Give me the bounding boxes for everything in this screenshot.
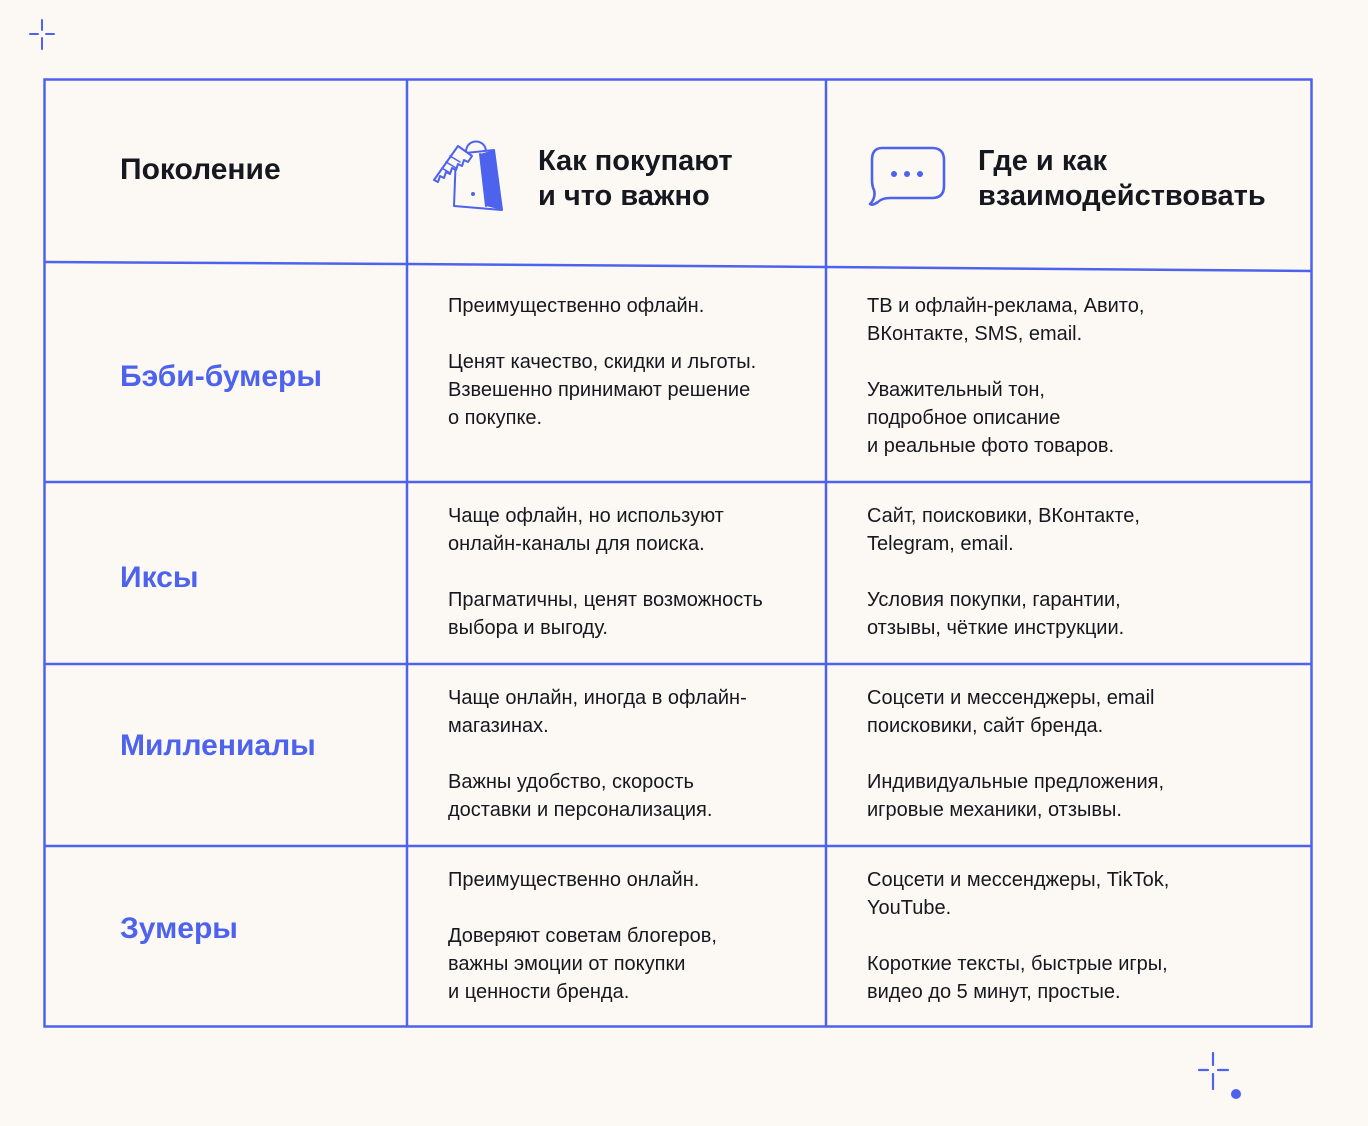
header-how-buy-line1: Как покупают (538, 145, 733, 177)
row-name-gen-x: Иксы (120, 561, 199, 594)
row-where-gen-x (867, 502, 1297, 642)
row-buy-baby-boomers (448, 292, 818, 432)
text-line: о покупке. (448, 407, 543, 429)
text-line: ВКонтакте, SMS, email. (867, 323, 1083, 345)
header-where (978, 144, 1266, 214)
text-line: и ценности бренда. (448, 981, 630, 1003)
row-name-millennials: Миллениалы (120, 729, 316, 762)
sparkle-bottom-right-icon (1196, 1050, 1246, 1102)
text-line: Чаще онлайн, иногда в офлайн- (448, 687, 747, 709)
text-line: Преимущественно офлайн. (448, 295, 705, 317)
shopping-bag-receipt-icon (428, 132, 508, 214)
text-line: Доверяют советам блогеров, (448, 925, 717, 947)
chat-bubble-icon (868, 144, 948, 206)
row-buy-millennials (448, 684, 818, 824)
text-line: видео до 5 минут, простые. (867, 981, 1121, 1003)
text-line: Telegram, email. (867, 533, 1014, 555)
text-line: ТВ и офлайн-реклама, Авито, (867, 295, 1145, 317)
text-line: Сайт, поисковики, ВКонтакте, (867, 505, 1140, 527)
row-buy-gen-x (448, 502, 818, 642)
text-line: Условия покупки, гарантии, (867, 589, 1121, 611)
text-line: подробное описание (867, 407, 1061, 429)
header-how-buy-line2: и что важно (538, 180, 710, 212)
text-line: Уважительный тон, (867, 379, 1045, 401)
sparkle-top-left-icon (28, 18, 56, 52)
text-line: выбора и выгоду. (448, 617, 608, 639)
row-name-baby-boomers: Бэби-бумеры (120, 360, 322, 393)
header-how-buy (538, 144, 733, 214)
text-line: доставки и персонализация. (448, 799, 713, 821)
row-where-millennials (867, 684, 1297, 824)
generations-table (43, 78, 1313, 1028)
text-line: отзывы, чёткие инструкции. (867, 617, 1125, 639)
row-name-zoomers: Зумеры (120, 912, 238, 945)
text-line: Взвешенно принимают решение (448, 379, 751, 401)
text-line: Важны удобство, скорость (448, 771, 694, 793)
text-line: и реальные фото товаров. (867, 435, 1115, 457)
text-line: онлайн-каналы для поиска. (448, 533, 705, 555)
text-line: Индивидуальные предложения, (867, 771, 1165, 793)
text-line: игровые механики, отзывы. (867, 799, 1122, 821)
header-where-line2: взаимодействовать (978, 180, 1266, 212)
text-line: YouTube. (867, 897, 952, 919)
text-line: Соцсети и мессенджеры, email (867, 687, 1155, 709)
text-line: поисковики, сайт бренда. (867, 715, 1104, 737)
text-line: Чаще офлайн, но используют (448, 505, 724, 527)
text-line: Преимущественно онлайн. (448, 869, 700, 891)
text-line: Прагматичны, ценят возможность (448, 589, 763, 611)
row-where-zoomers (867, 866, 1297, 1006)
row-where-baby-boomers (867, 292, 1297, 460)
header-where-line1: Где и как (978, 145, 1107, 177)
row-buy-zoomers (448, 866, 818, 1006)
text-line: Соцсети и мессенджеры, TikTok, (867, 869, 1170, 891)
text-line: Короткие тексты, быстрые игры, (867, 953, 1168, 975)
header-generation: Поколение (120, 153, 281, 186)
text-line: Ценят качество, скидки и льготы. (448, 351, 757, 373)
text-line: магазинах. (448, 715, 549, 737)
text-line: важны эмоции от покупки (448, 953, 686, 975)
